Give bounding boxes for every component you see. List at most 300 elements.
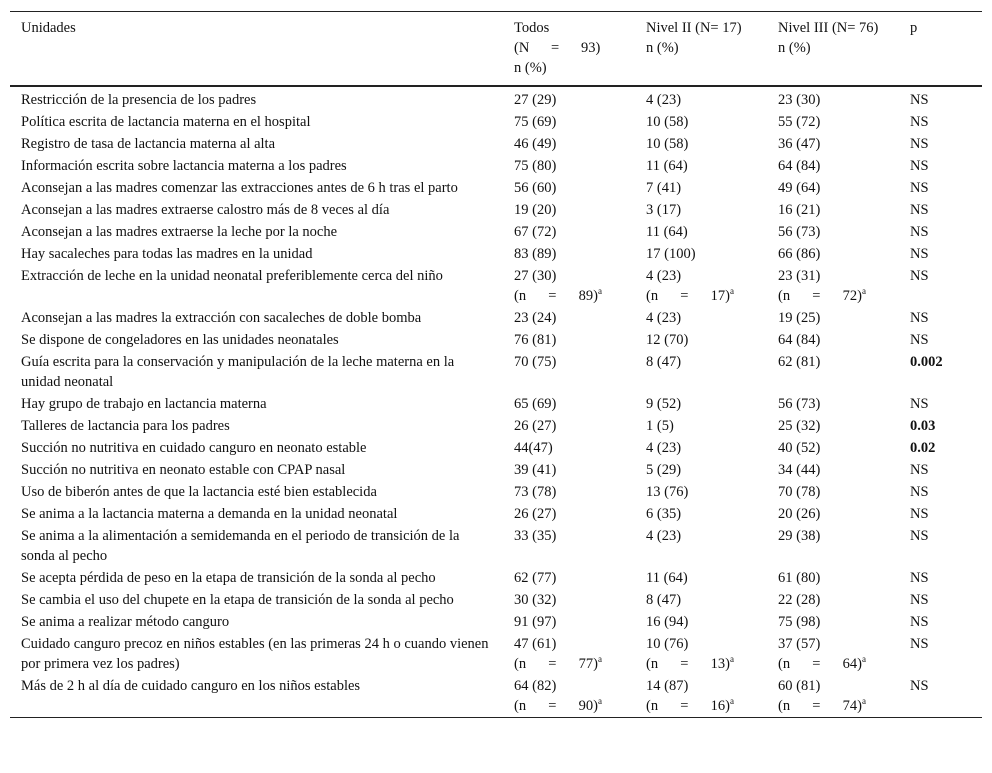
- cell-nivel3-value: 40 (52): [778, 440, 821, 456]
- cell-nivel3-value: 20 (26): [778, 506, 821, 522]
- cell-todos: [503, 567, 635, 589]
- cell-todos: [503, 329, 635, 351]
- cell-unidad: [10, 155, 503, 177]
- cell-nivel2-value: 6 (35): [646, 506, 682, 522]
- cell-nivel3-value: 34 (44): [778, 462, 821, 478]
- cell-nivel2-value: 16 (94): [646, 614, 689, 630]
- cell-nivel2: [635, 459, 767, 481]
- cell-p-value: NS: [910, 114, 929, 130]
- cell-nivel2: [635, 155, 767, 177]
- n-equals: =: [548, 698, 557, 714]
- cell-todos: [503, 133, 635, 155]
- cell-nivel2: [635, 177, 767, 199]
- cell-todos-value: 65 (69): [514, 396, 557, 412]
- table-row: [10, 329, 982, 351]
- cell-unidad-value: Hay sacaleches para todas las madres en la unidad: [21, 246, 313, 262]
- n-close-paren: ): [593, 698, 598, 714]
- cell-p-value: NS: [910, 246, 929, 262]
- cell-nivel2-value: 8 (47): [646, 592, 682, 608]
- cell-p-value: NS: [910, 158, 929, 174]
- cell-p: [899, 611, 982, 633]
- cell-unidad: [10, 177, 503, 199]
- header-todos-line2: (N = 93): [514, 40, 601, 56]
- n-close-paren: ): [857, 698, 862, 714]
- cell-p-value: NS: [910, 462, 929, 478]
- n-prefix: (n: [514, 288, 527, 304]
- cell-p: [899, 86, 982, 111]
- cell-nivel2: [635, 329, 767, 351]
- cell-nivel2-value: 4 (23): [646, 528, 682, 544]
- cell-unidad-value: Aconsejan a las madres extraerse calostro más de 8 veces al día: [21, 202, 390, 218]
- cell-nivel3: [767, 155, 899, 177]
- cell-p: [899, 589, 982, 611]
- table-row: [10, 265, 982, 307]
- cell-todos: [503, 437, 635, 459]
- cell-p: [899, 567, 982, 589]
- table-row: [10, 199, 982, 221]
- header-todos: [503, 12, 635, 87]
- cell-todos-value: 76 (81): [514, 332, 557, 348]
- header-todos-line1: Todos: [514, 20, 550, 36]
- n-value-wrap: [579, 696, 602, 716]
- cell-unidad: [10, 675, 503, 718]
- cell-nivel3: [767, 351, 899, 393]
- cell-nivel3: [767, 199, 899, 221]
- cell-p-value: NS: [910, 224, 929, 240]
- cell-nivel2-value: 8 (47): [646, 354, 682, 370]
- cell-unidad-value: Aconsejan a las madres la extracción con sacaleches de doble bomba: [21, 310, 422, 326]
- cell-nivel2: [635, 503, 767, 525]
- cell-unidad: [10, 481, 503, 503]
- cell-p-value: NS: [910, 180, 929, 196]
- cell-todos: [503, 221, 635, 243]
- cell-nivel3: [767, 265, 899, 307]
- cell-unidad: [10, 86, 503, 111]
- n-value-wrap: [579, 286, 602, 306]
- cell-p-value: NS: [910, 136, 929, 152]
- cell-nivel3-value: 23 (31): [778, 268, 821, 284]
- cell-nivel2: [635, 111, 767, 133]
- cell-p-value: NS: [910, 506, 929, 522]
- cell-nivel3: [767, 86, 899, 111]
- cell-todos-value: 27 (29): [514, 92, 557, 108]
- cell-todos-value: 30 (32): [514, 592, 557, 608]
- cell-nivel3: [767, 525, 899, 567]
- cell-unidad: [10, 567, 503, 589]
- cell-todos: [503, 611, 635, 633]
- n-prefix: (n: [778, 656, 791, 672]
- cell-p: [899, 459, 982, 481]
- table-row: [10, 155, 982, 177]
- cell-p: [899, 393, 982, 415]
- footnote-mark: a: [730, 286, 734, 297]
- cell-todos-value: 75 (80): [514, 158, 557, 174]
- cell-unidad: [10, 503, 503, 525]
- cell-nivel2: [635, 675, 767, 718]
- cell-nivel2-value: 4 (23): [646, 92, 682, 108]
- cell-todos: [503, 307, 635, 329]
- cell-nivel2-value: 7 (41): [646, 180, 682, 196]
- cell-nivel3-value: 61 (80): [778, 570, 821, 586]
- cell-p-value: 0.002: [910, 354, 943, 370]
- cell-todos-value: 47 (61): [514, 636, 557, 652]
- cell-unidad: [10, 351, 503, 393]
- n-value-wrap: [711, 654, 734, 674]
- cell-nivel2: [635, 307, 767, 329]
- cell-nivel3: [767, 611, 899, 633]
- cell-nivel3-value: 37 (57): [778, 636, 821, 652]
- cell-unidad: [10, 307, 503, 329]
- cell-nivel2-value: 4 (23): [646, 310, 682, 326]
- cell-nivel2: [635, 86, 767, 111]
- cell-p-value: NS: [910, 332, 929, 348]
- results-table: [10, 11, 982, 718]
- cell-nivel2-value: 5 (29): [646, 462, 682, 478]
- cell-nivel3-value: 64 (84): [778, 332, 821, 348]
- cell-todos-value: 46 (49): [514, 136, 557, 152]
- cell-unidad: [10, 199, 503, 221]
- cell-p-value: NS: [910, 268, 929, 284]
- cell-todos: [503, 265, 635, 307]
- n-prefix: (n: [514, 698, 527, 714]
- cell-p: [899, 481, 982, 503]
- table-row: [10, 611, 982, 633]
- cell-nivel3-value: 66 (86): [778, 246, 821, 262]
- n-close-paren: ): [857, 656, 862, 672]
- cell-nivel3: [767, 177, 899, 199]
- table-row: [10, 525, 982, 567]
- footnote-mark: a: [730, 696, 734, 707]
- cell-nivel2-value: 10 (58): [646, 114, 689, 130]
- n-value: 72: [842, 288, 858, 304]
- n-equals: =: [548, 288, 557, 304]
- cell-nivel2: [635, 415, 767, 437]
- cell-p-value: NS: [910, 614, 929, 630]
- cell-unidad-value: Guía escrita para la conservación y manipulación de la leche materna en la unidad neonatal: [21, 354, 455, 390]
- cell-nivel3: [767, 675, 899, 718]
- n-value: 90: [578, 698, 594, 714]
- cell-p: [899, 199, 982, 221]
- n-prefix: (n: [646, 698, 659, 714]
- cell-unidad: [10, 111, 503, 133]
- cell-todos: [503, 177, 635, 199]
- n-equals: =: [680, 698, 689, 714]
- cell-nivel3: [767, 437, 899, 459]
- cell-p: [899, 265, 982, 307]
- cell-todos-value: 91 (97): [514, 614, 557, 630]
- cell-p: [899, 525, 982, 567]
- cell-unidad-value: Talleres de lactancia para los padres: [21, 418, 230, 434]
- cell-todos: [503, 86, 635, 111]
- cell-unidad-value: Restricción de la presencia de los padres: [21, 92, 257, 108]
- cell-todos-n-subtotal: [514, 696, 602, 716]
- cell-nivel2-n-subtotal: [646, 286, 734, 306]
- cell-unidad: [10, 437, 503, 459]
- cell-nivel2-value: 4 (23): [646, 440, 682, 456]
- cell-nivel2: [635, 589, 767, 611]
- cell-nivel3-n-subtotal: [778, 696, 866, 716]
- n-close-paren: ): [725, 698, 730, 714]
- cell-p-value: NS: [910, 202, 929, 218]
- cell-nivel3: [767, 243, 899, 265]
- cell-nivel3-value: 25 (32): [778, 418, 821, 434]
- n-equals: =: [812, 698, 821, 714]
- cell-nivel2-value: 12 (70): [646, 332, 689, 348]
- cell-p-value: NS: [910, 678, 929, 694]
- cell-nivel3-value: 56 (73): [778, 224, 821, 240]
- cell-p-value: NS: [910, 396, 929, 412]
- cell-p: [899, 177, 982, 199]
- cell-p: [899, 503, 982, 525]
- cell-unidad-value: Uso de biberón antes de que la lactancia esté bien establecida: [21, 484, 377, 500]
- cell-nivel2-value: 11 (64): [646, 224, 688, 240]
- cell-nivel2-value: 1 (5): [646, 418, 674, 434]
- cell-p-value: 0.03: [910, 418, 936, 434]
- cell-nivel3: [767, 481, 899, 503]
- cell-nivel3-value: 23 (30): [778, 92, 821, 108]
- cell-nivel3: [767, 133, 899, 155]
- cell-p: [899, 155, 982, 177]
- table-row: [10, 393, 982, 415]
- n-value-wrap: [843, 286, 866, 306]
- table-row: [10, 437, 982, 459]
- cell-nivel2: [635, 611, 767, 633]
- header-nivel3-line1: Nivel III (N= 76): [778, 20, 879, 36]
- cell-nivel2: [635, 351, 767, 393]
- cell-unidad-value: Succión no nutritiva en neonato estable con CPAP nasal: [21, 462, 346, 478]
- cell-todos-value: 26 (27): [514, 506, 557, 522]
- table-header-row: [10, 12, 982, 87]
- cell-todos: [503, 393, 635, 415]
- cell-nivel3-value: 49 (64): [778, 180, 821, 196]
- n-close-paren: ): [857, 288, 862, 304]
- n-prefix: (n: [514, 656, 527, 672]
- cell-nivel2: [635, 393, 767, 415]
- n-prefix: (n: [646, 288, 659, 304]
- header-unidades: Unidades: [21, 20, 76, 36]
- cell-unidad-value: Más de 2 h al día de cuidado canguro en los niños estables: [21, 678, 361, 694]
- cell-unidad-value: Se dispone de congeladores en las unidades neonatales: [21, 332, 339, 348]
- cell-todos: [503, 155, 635, 177]
- n-value: 74: [842, 698, 858, 714]
- cell-nivel3-n-subtotal: [778, 286, 866, 306]
- cell-todos-value: 75 (69): [514, 114, 557, 130]
- n-equals: =: [812, 288, 821, 304]
- cell-nivel2-value: 17 (100): [646, 246, 696, 262]
- cell-p: [899, 415, 982, 437]
- table-row: [10, 415, 982, 437]
- cell-todos: [503, 503, 635, 525]
- cell-todos-value: 62 (77): [514, 570, 557, 586]
- cell-nivel3: [767, 503, 899, 525]
- n-value: 89: [578, 288, 594, 304]
- cell-p-value: NS: [910, 310, 929, 326]
- cell-nivel3: [767, 415, 899, 437]
- cell-p: [899, 111, 982, 133]
- cell-unidad: [10, 133, 503, 155]
- cell-nivel3-value: 60 (81): [778, 678, 821, 694]
- cell-unidad: [10, 265, 503, 307]
- cell-todos: [503, 415, 635, 437]
- cell-p: [899, 133, 982, 155]
- cell-p: [899, 437, 982, 459]
- n-value-wrap: [843, 696, 866, 716]
- n-close-paren: ): [593, 656, 598, 672]
- cell-nivel2: [635, 633, 767, 675]
- cell-unidad-value: Aconsejan a las madres comenzar las extracciones antes de 6 h tras el parto: [21, 180, 458, 196]
- table-row: [10, 177, 982, 199]
- cell-unidad-value: Se anima a la lactancia materna a demanda en la unidad neonatal: [21, 506, 398, 522]
- cell-nivel2-value: 3 (17): [646, 202, 682, 218]
- table-row: [10, 221, 982, 243]
- cell-todos-value: 33 (35): [514, 528, 557, 544]
- n-equals: =: [680, 656, 689, 672]
- n-value: 64: [842, 656, 858, 672]
- cell-todos-n-subtotal: [514, 654, 602, 674]
- table-row: [10, 567, 982, 589]
- cell-todos-n-subtotal: [514, 286, 602, 306]
- cell-nivel2-value: 9 (52): [646, 396, 682, 412]
- cell-nivel2-value: 14 (87): [646, 678, 689, 694]
- cell-nivel3-value: 64 (84): [778, 158, 821, 174]
- cell-todos: [503, 525, 635, 567]
- cell-p-value: NS: [910, 592, 929, 608]
- footnote-mark: a: [862, 654, 866, 665]
- cell-todos: [503, 199, 635, 221]
- cell-nivel3-value: 29 (38): [778, 528, 821, 544]
- cell-nivel2-value: 11 (64): [646, 158, 688, 174]
- cell-nivel2: [635, 199, 767, 221]
- cell-nivel3: [767, 589, 899, 611]
- footnote-mark: a: [862, 696, 866, 707]
- n-value: 17: [710, 288, 726, 304]
- n-close-paren: ): [593, 288, 598, 304]
- cell-unidad: [10, 415, 503, 437]
- cell-p-value: NS: [910, 570, 929, 586]
- cell-unidad: [10, 589, 503, 611]
- cell-nivel2-n-subtotal: [646, 696, 734, 716]
- cell-unidad-value: Registro de tasa de lactancia materna al alta: [21, 136, 276, 152]
- cell-nivel3: [767, 459, 899, 481]
- cell-nivel2: [635, 265, 767, 307]
- cell-nivel2-value: 4 (23): [646, 268, 682, 284]
- cell-unidad: [10, 633, 503, 675]
- cell-nivel2: [635, 525, 767, 567]
- cell-p: [899, 307, 982, 329]
- cell-todos-value: 73 (78): [514, 484, 557, 500]
- cell-unidad: [10, 525, 503, 567]
- cell-nivel3-value: 16 (21): [778, 202, 821, 218]
- cell-todos-value: 67 (72): [514, 224, 557, 240]
- cell-nivel3-value: 62 (81): [778, 354, 821, 370]
- cell-p-value: 0.02: [910, 440, 936, 456]
- cell-nivel3-value: 56 (73): [778, 396, 821, 412]
- cell-p: [899, 243, 982, 265]
- cell-todos: [503, 459, 635, 481]
- cell-unidad: [10, 393, 503, 415]
- cell-p-value: NS: [910, 636, 929, 652]
- n-equals: =: [812, 656, 821, 672]
- header-nivel3: [767, 12, 899, 87]
- header-nivel2: [635, 12, 767, 87]
- cell-nivel3-value: 70 (78): [778, 484, 821, 500]
- cell-unidad-value: Hay grupo de trabajo en lactancia materna: [21, 396, 267, 412]
- cell-nivel3-value: 75 (98): [778, 614, 821, 630]
- cell-todos-value: 70 (75): [514, 354, 557, 370]
- n-close-paren: ): [725, 656, 730, 672]
- cell-p: [899, 221, 982, 243]
- table-row: [10, 111, 982, 133]
- cell-todos-value: 26 (27): [514, 418, 557, 434]
- table-row: [10, 459, 982, 481]
- cell-nivel3: [767, 329, 899, 351]
- table-row: [10, 243, 982, 265]
- cell-nivel2: [635, 133, 767, 155]
- cell-unidad: [10, 611, 503, 633]
- footnote-mark: a: [598, 696, 602, 707]
- cell-nivel3: [767, 111, 899, 133]
- header-nivel2-line1: Nivel II (N= 17): [646, 20, 742, 36]
- table-row: [10, 633, 982, 675]
- cell-unidad-value: Se anima a realizar método canguro: [21, 614, 230, 630]
- n-value: 13: [710, 656, 726, 672]
- cell-unidad-value: Succión no nutritiva en cuidado canguro en neonato estable: [21, 440, 367, 456]
- n-value: 77: [578, 656, 594, 672]
- cell-nivel2-n-subtotal: [646, 654, 734, 674]
- cell-todos: [503, 243, 635, 265]
- table-row: [10, 86, 982, 111]
- cell-p: [899, 633, 982, 675]
- n-equals: =: [680, 288, 689, 304]
- cell-nivel2-value: 10 (76): [646, 636, 689, 652]
- n-value-wrap: [711, 696, 734, 716]
- cell-todos: [503, 351, 635, 393]
- footnote-mark: a: [598, 654, 602, 665]
- cell-nivel2: [635, 437, 767, 459]
- cell-nivel3: [767, 221, 899, 243]
- cell-todos-value: 56 (60): [514, 180, 557, 196]
- cell-nivel2: [635, 243, 767, 265]
- cell-p-value: NS: [910, 484, 929, 500]
- footnote-mark: a: [598, 286, 602, 297]
- cell-unidad-value: Aconsejan a las madres extraerse la leche por la noche: [21, 224, 338, 240]
- cell-nivel2: [635, 481, 767, 503]
- cell-nivel2: [635, 567, 767, 589]
- cell-unidad-value: Política escrita de lactancia materna en el hospital: [21, 114, 311, 130]
- cell-nivel3: [767, 307, 899, 329]
- cell-todos-value: 27 (30): [514, 268, 557, 284]
- cell-p: [899, 351, 982, 393]
- n-value-wrap: [843, 654, 866, 674]
- cell-todos: [503, 481, 635, 503]
- cell-todos-value: 64 (82): [514, 678, 557, 694]
- n-prefix: (n: [778, 288, 791, 304]
- cell-unidad-value: Se anima a la alimentación a semidemanda en el periodo de transición de la sonda al pecho: [21, 528, 460, 564]
- cell-unidad-value: Información escrita sobre lactancia materna a los padres: [21, 158, 347, 174]
- table-row: [10, 481, 982, 503]
- table-row: [10, 351, 982, 393]
- n-prefix: (n: [778, 698, 791, 714]
- cell-nivel3: [767, 633, 899, 675]
- table-body: [10, 86, 982, 718]
- cell-nivel3-value: 36 (47): [778, 136, 821, 152]
- cell-nivel3-value: 55 (72): [778, 114, 821, 130]
- cell-todos-value: 23 (24): [514, 310, 557, 326]
- cell-todos-value: 19 (20): [514, 202, 557, 218]
- header-p: p: [910, 20, 918, 36]
- cell-nivel2-value: 11 (64): [646, 570, 688, 586]
- cell-nivel3: [767, 393, 899, 415]
